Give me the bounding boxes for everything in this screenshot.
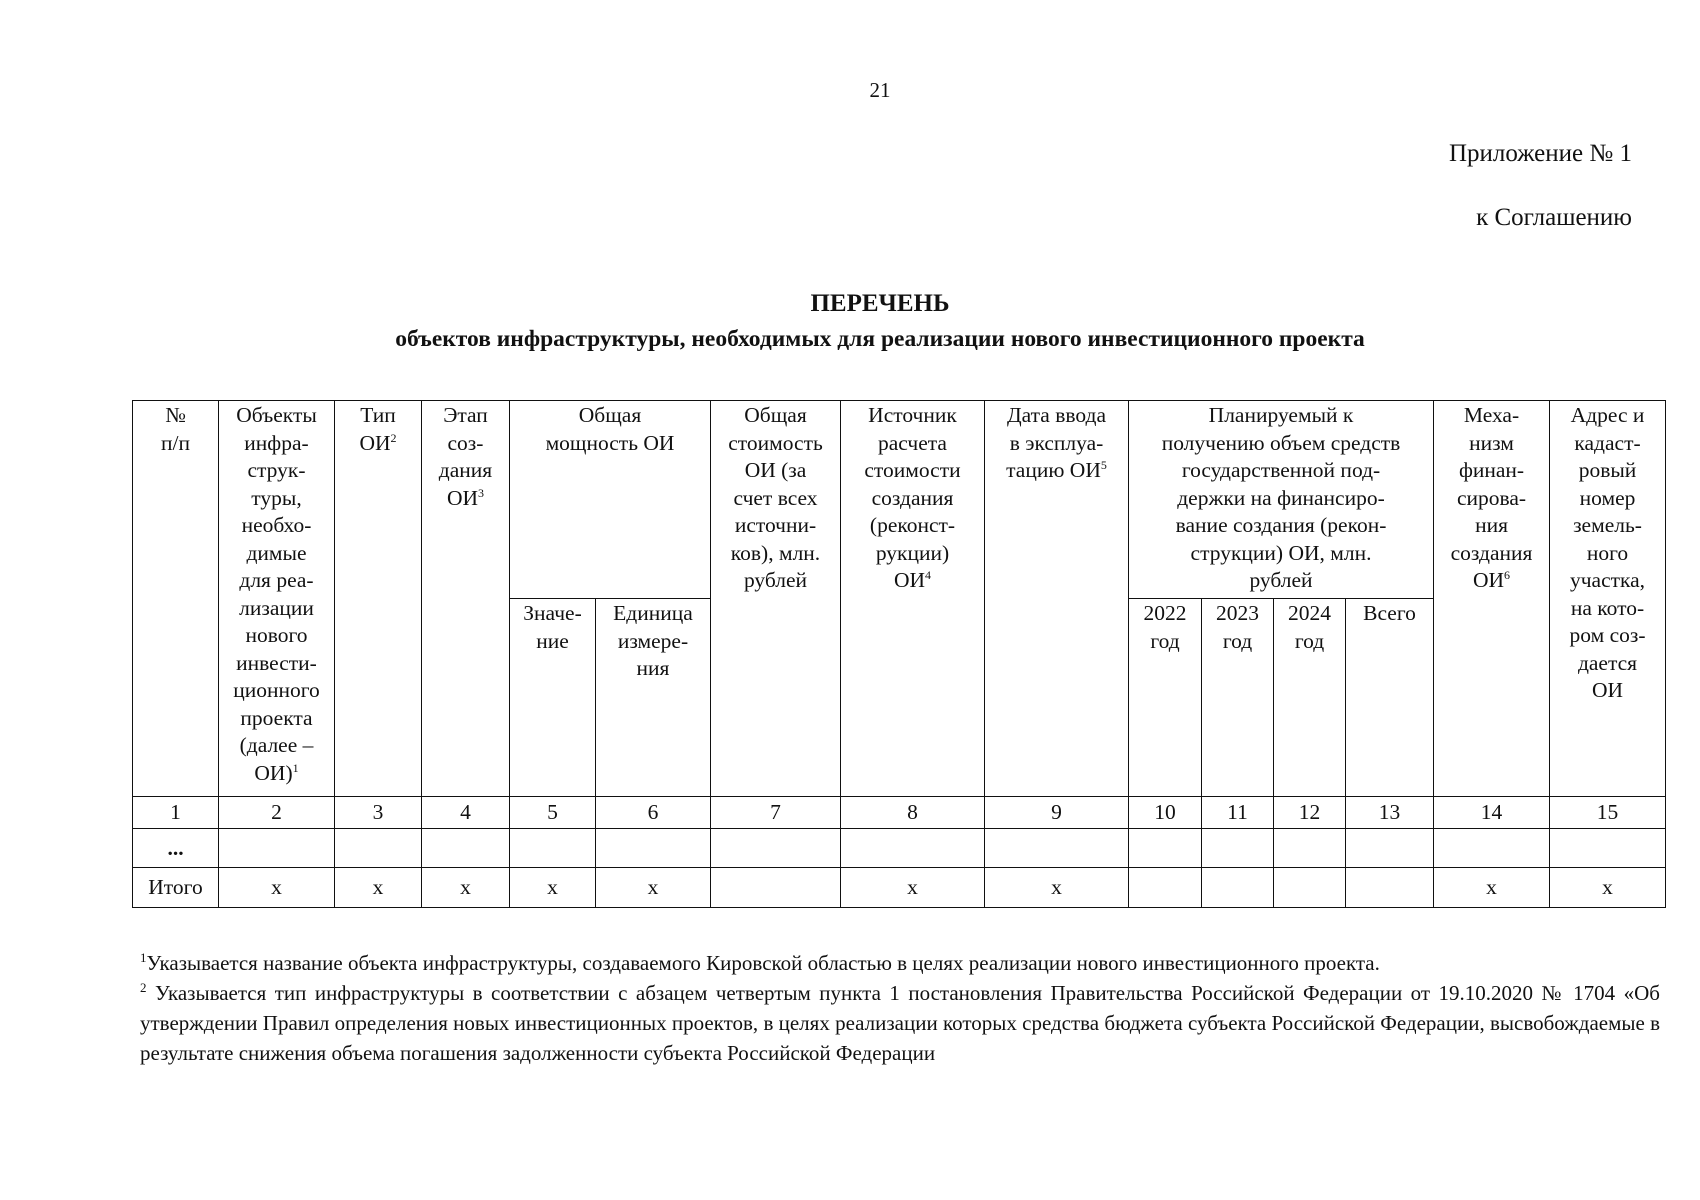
column-number: 1 [133, 797, 219, 829]
table-cell: x [985, 868, 1129, 908]
infrastructure-objects-table [132, 400, 1666, 908]
header-num: № п/п [133, 401, 219, 797]
header-year-2023: 2023 год [1202, 599, 1274, 797]
column-number: 11 [1202, 797, 1274, 829]
table-cell [335, 829, 422, 868]
total-label: Итого [133, 868, 219, 908]
table-cell: x [335, 868, 422, 908]
table-cell [841, 829, 985, 868]
table-cell: x [1434, 868, 1550, 908]
table-cell [1346, 868, 1434, 908]
table-cell: x [1550, 868, 1666, 908]
column-number: 8 [841, 797, 985, 829]
header-year-2022: 2022 год [1129, 599, 1202, 797]
table-cell [1129, 829, 1202, 868]
footnote-ref: 6 [1504, 567, 1511, 582]
footnote-number: 2 [140, 980, 147, 995]
table-cell [711, 829, 841, 868]
table-cell [510, 829, 596, 868]
table-cell: x [596, 868, 711, 908]
footnote-1 [140, 948, 1660, 978]
table-cell [1274, 868, 1346, 908]
column-number: 12 [1274, 797, 1346, 829]
table-cell [1434, 829, 1550, 868]
header-stage: Этап соз- дания $ОИ^3$ [422, 401, 510, 797]
footnote-text: Указывается название объекта инфраструктуры, создаваемого Кировской областью в целях реализации нового инвестиционного проекта. [146, 951, 1380, 975]
table-cell [1274, 829, 1346, 868]
table-cell [422, 829, 510, 868]
table-cell [1202, 868, 1274, 908]
table-cell [596, 829, 711, 868]
header-total: Всего [1346, 599, 1434, 797]
footnote-ref: 4 [925, 567, 932, 582]
column-number: 13 [1346, 797, 1434, 829]
header-capacity: Общая мощность ОИ [510, 401, 711, 599]
table-cell: x [219, 868, 335, 908]
header-type: Тип $ОИ^2$ [335, 401, 422, 797]
table-cell [1346, 829, 1434, 868]
table-cell: x [422, 868, 510, 908]
column-number: 2 [219, 797, 335, 829]
page-number: 21 [869, 78, 891, 102]
column-numbers-row [133, 797, 1666, 829]
column-number: 9 [985, 797, 1129, 829]
header-objects: Объекты инфра- струк- туры, необхо- димые для реа- лизации нового инвести- ционного проекта (далее – ОИ)$^1$ [219, 401, 335, 797]
column-number: 3 [335, 797, 422, 829]
table-cell [1202, 829, 1274, 868]
document-subtitle: объектов инфраструктуры, необходимых для реализации нового инвестиционного проекта [395, 326, 1365, 352]
header-year-2024: 2024 год [1274, 599, 1346, 797]
header-source: Источник расчета стоимости создания (реконст- рукции) $ОИ^4$ [841, 401, 985, 797]
header-address: Адрес и кадаст- ровый номер земель- ного участка, на кото- ром соз- дается ОИ [1550, 401, 1666, 797]
table-cell: x [841, 868, 985, 908]
total-row [133, 868, 1666, 908]
column-number: 4 [422, 797, 510, 829]
column-number: 7 [711, 797, 841, 829]
table-cell [985, 829, 1129, 868]
appendix-label: Приложение № 1 [1448, 140, 1632, 167]
column-number: 6 [596, 797, 711, 829]
footnotes [140, 948, 1660, 1068]
header-mechanism: Меха- низм финан- сирова- ния создания $ОИ^6$ [1434, 401, 1550, 797]
column-number: 14 [1434, 797, 1550, 829]
footnote-ref: 1 [292, 760, 299, 775]
column-number: 15 [1550, 797, 1666, 829]
header-row-1 [133, 401, 1666, 599]
table-cell [219, 829, 335, 868]
header-capacity-unit: Единица измере- ния [596, 599, 711, 797]
footnote-number: 1 [140, 950, 147, 965]
table-cell [1550, 829, 1666, 868]
header-date: Дата ввода в эксплуа- тацию $ОИ^5$ [985, 401, 1129, 797]
appendix-agreement-label: к Соглашению [1476, 204, 1632, 231]
header-cost: Общая стоимость ОИ (за счет всех источни- ков), млн. рублей [711, 401, 841, 797]
table-cell [1129, 868, 1202, 908]
column-number: 5 [510, 797, 596, 829]
table-cell: x [510, 868, 596, 908]
footnote-ref: 3 [478, 485, 485, 500]
footnote-ref: 2 [390, 430, 397, 445]
footnote-2 [140, 978, 1660, 1068]
table-cell: ... [133, 829, 219, 868]
footnote-ref: 5 [1100, 457, 1107, 472]
column-number: 10 [1129, 797, 1202, 829]
header-capacity-value: Значе- ние [510, 599, 596, 797]
header-planned-support: Планируемый к получению объем средств государственной под- держки на финансиро- вание создания (рекон- струкции) ОИ, млн. рублей [1129, 401, 1434, 599]
document-title: ПЕРЕЧЕНЬ [810, 290, 950, 317]
table-row [133, 829, 1666, 868]
table-cell [711, 868, 841, 908]
footnote-text: Указывается тип инфраструктуры в соответствии с абзацем четвертым пункта 1 постановления Правительства Российской Федерации от 19.10.2020 № 1704 «Об утверждении Правил определения новых инвестиционных проектов, в целях реализации которых средства бюджета субъекта Российской Федерации, высвобождаемые в результате снижения объема погашения задолженности субъекта Российской Федерации [140, 981, 1660, 1065]
